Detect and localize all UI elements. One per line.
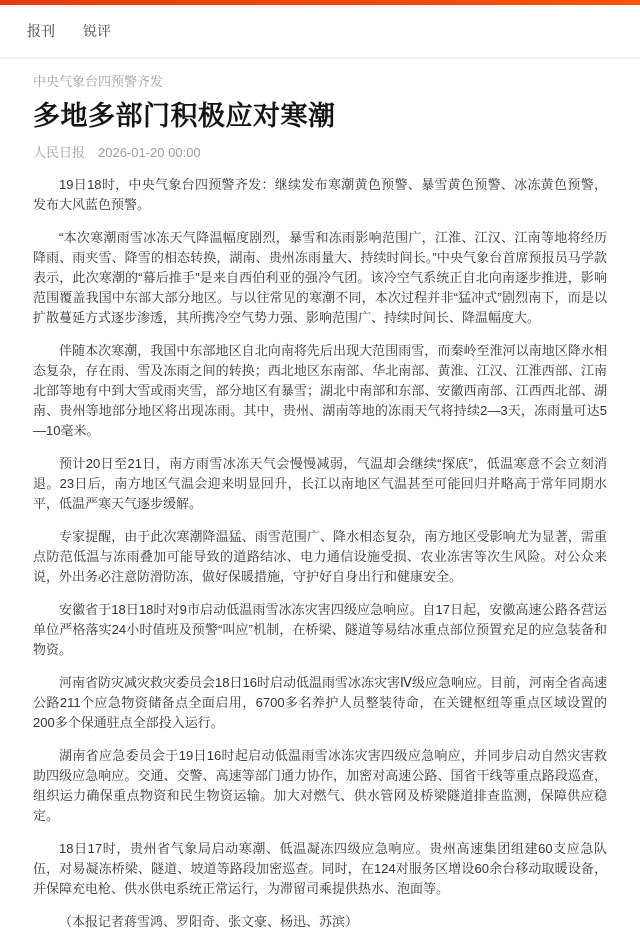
article-paragraph: 18日17时，贵州省气象局启动寒潮、低温凝冻四级应急响应。贵州高速集团组建60支应急队伍，对易凝冻桥梁、隧道、坡道等路段加密巡查。同时，在124对服务区增设60余台移动取暖设备，并保障充电枪、供水供电系统正常运行，为滞留司乘提供热水、泡面等。 [33,841,607,896]
article-paragraph: 安徽省于18日18时对9市启动低温雨雪冰冻灾害四级应急响应。自17日起，安徽高速公路各营运单位严格落实24小时值班及预警“叫应”机制，在桥梁、隧道等易结冰重点部位预置充足的应急装备和物资。 [33,602,607,657]
article-paragraph: 19日18时，中央气象台四预警齐发：继续发布寒潮黄色预警、暴雪黄色预警、冰冻黄色预警，发布大风蓝色预警。 [33,177,607,212]
article-paragraph: 湖南省应急委员会于19日16时起启动低温雨雪冰冻灾害四级应急响应，并同步启动自然灾害救助四级应急响应。交通、交警、高速等部门通力协作，加密对高速公路、国省干线等重点路段巡查，组织运力确保重点物资和民生物资运输。加大对燃气、供水管网及桥梁隧道排查监测，保障供应稳定。 [33,748,607,823]
article-meta [33,145,607,161]
nav-tab-commentary[interactable]: 锐评 [83,23,111,39]
article-source: 人民日报 [33,145,86,160]
top-nav [0,5,640,59]
article-category: 中央气象台四预警齐发 [33,74,164,89]
page-title: 多地多部门积极应对寒潮 [33,101,336,131]
article-body [33,175,607,932]
article-paragraph: 河南省防灾减灾救灾委员会18日16时启动低温雨雪冰冻灾害Ⅳ级应急响应。目前，河南全省高速公路211个应急物资储备点全面启用，6700多名养护人员整装待命，在关键枢纽等重点区域设置的200多个保通驻点全部投入运行。 [33,675,607,730]
nav-tab-press[interactable]: 报刊 [27,23,55,39]
article-paragraph: 预计20日至21日，南方雨雪冰冻天气会慢慢减弱，气温却会继续“探底”，低温寒意不会立刻消退。23日后，南方地区气温会迎来明显回升，长江以南地区气温甚至可能回归并略高于常年同期水平，低温严寒天气逐步缓解。 [33,456,607,511]
article-datetime: 2026-01-20 00:00 [98,145,201,160]
article-paragraph: 专家提醒，由于此次寒潮降温猛、雨雪范围广、降水相态复杂，南方地区受影响尤为显著，需重点防范低温与冻雨叠加可能导致的道路结冰、电力通信设施受损、农业冻害等次生风险。对公众来说，外出务必注意防滑防冻，做好保暖措施，守护好自身出行和健康安全。 [33,529,607,584]
article [0,59,640,932]
article-paragraph: “本次寒潮雨雪冰冻天气降温幅度剧烈，暴雪和冻雨影响范围广，江淮、江汉、江南等地将经历降雨、雨夹雪、降雪的相态转换，湖南、贵州冻雨量大、持续时间长。”中央气象台首席预报员马学款表示，此次寒潮的“幕后推手”是来自西伯利亚的强冷气团。该冷空气系统正自北向南逐步推进，影响范围覆盖我国中东部大部分地区。与以往常见的寒潮不同，本次过程并非“猛冲式”剧烈南下，而是以扩散蔓延方式逐步渗透，其所携冷空气势力强、影响范围广、持续时间长、降温幅度大。 [33,230,607,325]
article-paragraph: 伴随本次寒潮，我国中东部地区自北向南将先后出现大范围雨雪，而秦岭至淮河以南地区降水相态复杂，存在雨、雪及冻雨之间的转换；西北地区东南部、华北南部、黄淮、江汉、江淮西部、江南北部等地有中到大雪或雨夹雪，部分地区有暴雪；湖北中南部和东部、安徽西南部、江西西北部、湖南、贵州等地部分地区将出现冻雨。其中，贵州、湖南等地的冻雨天气将持续2—3天，冻雨量可达5—10毫米。 [33,343,607,438]
byline: （本报记者蒋雪鸿、罗阳奇、张文豪、杨迅、苏滨） [59,914,359,929]
